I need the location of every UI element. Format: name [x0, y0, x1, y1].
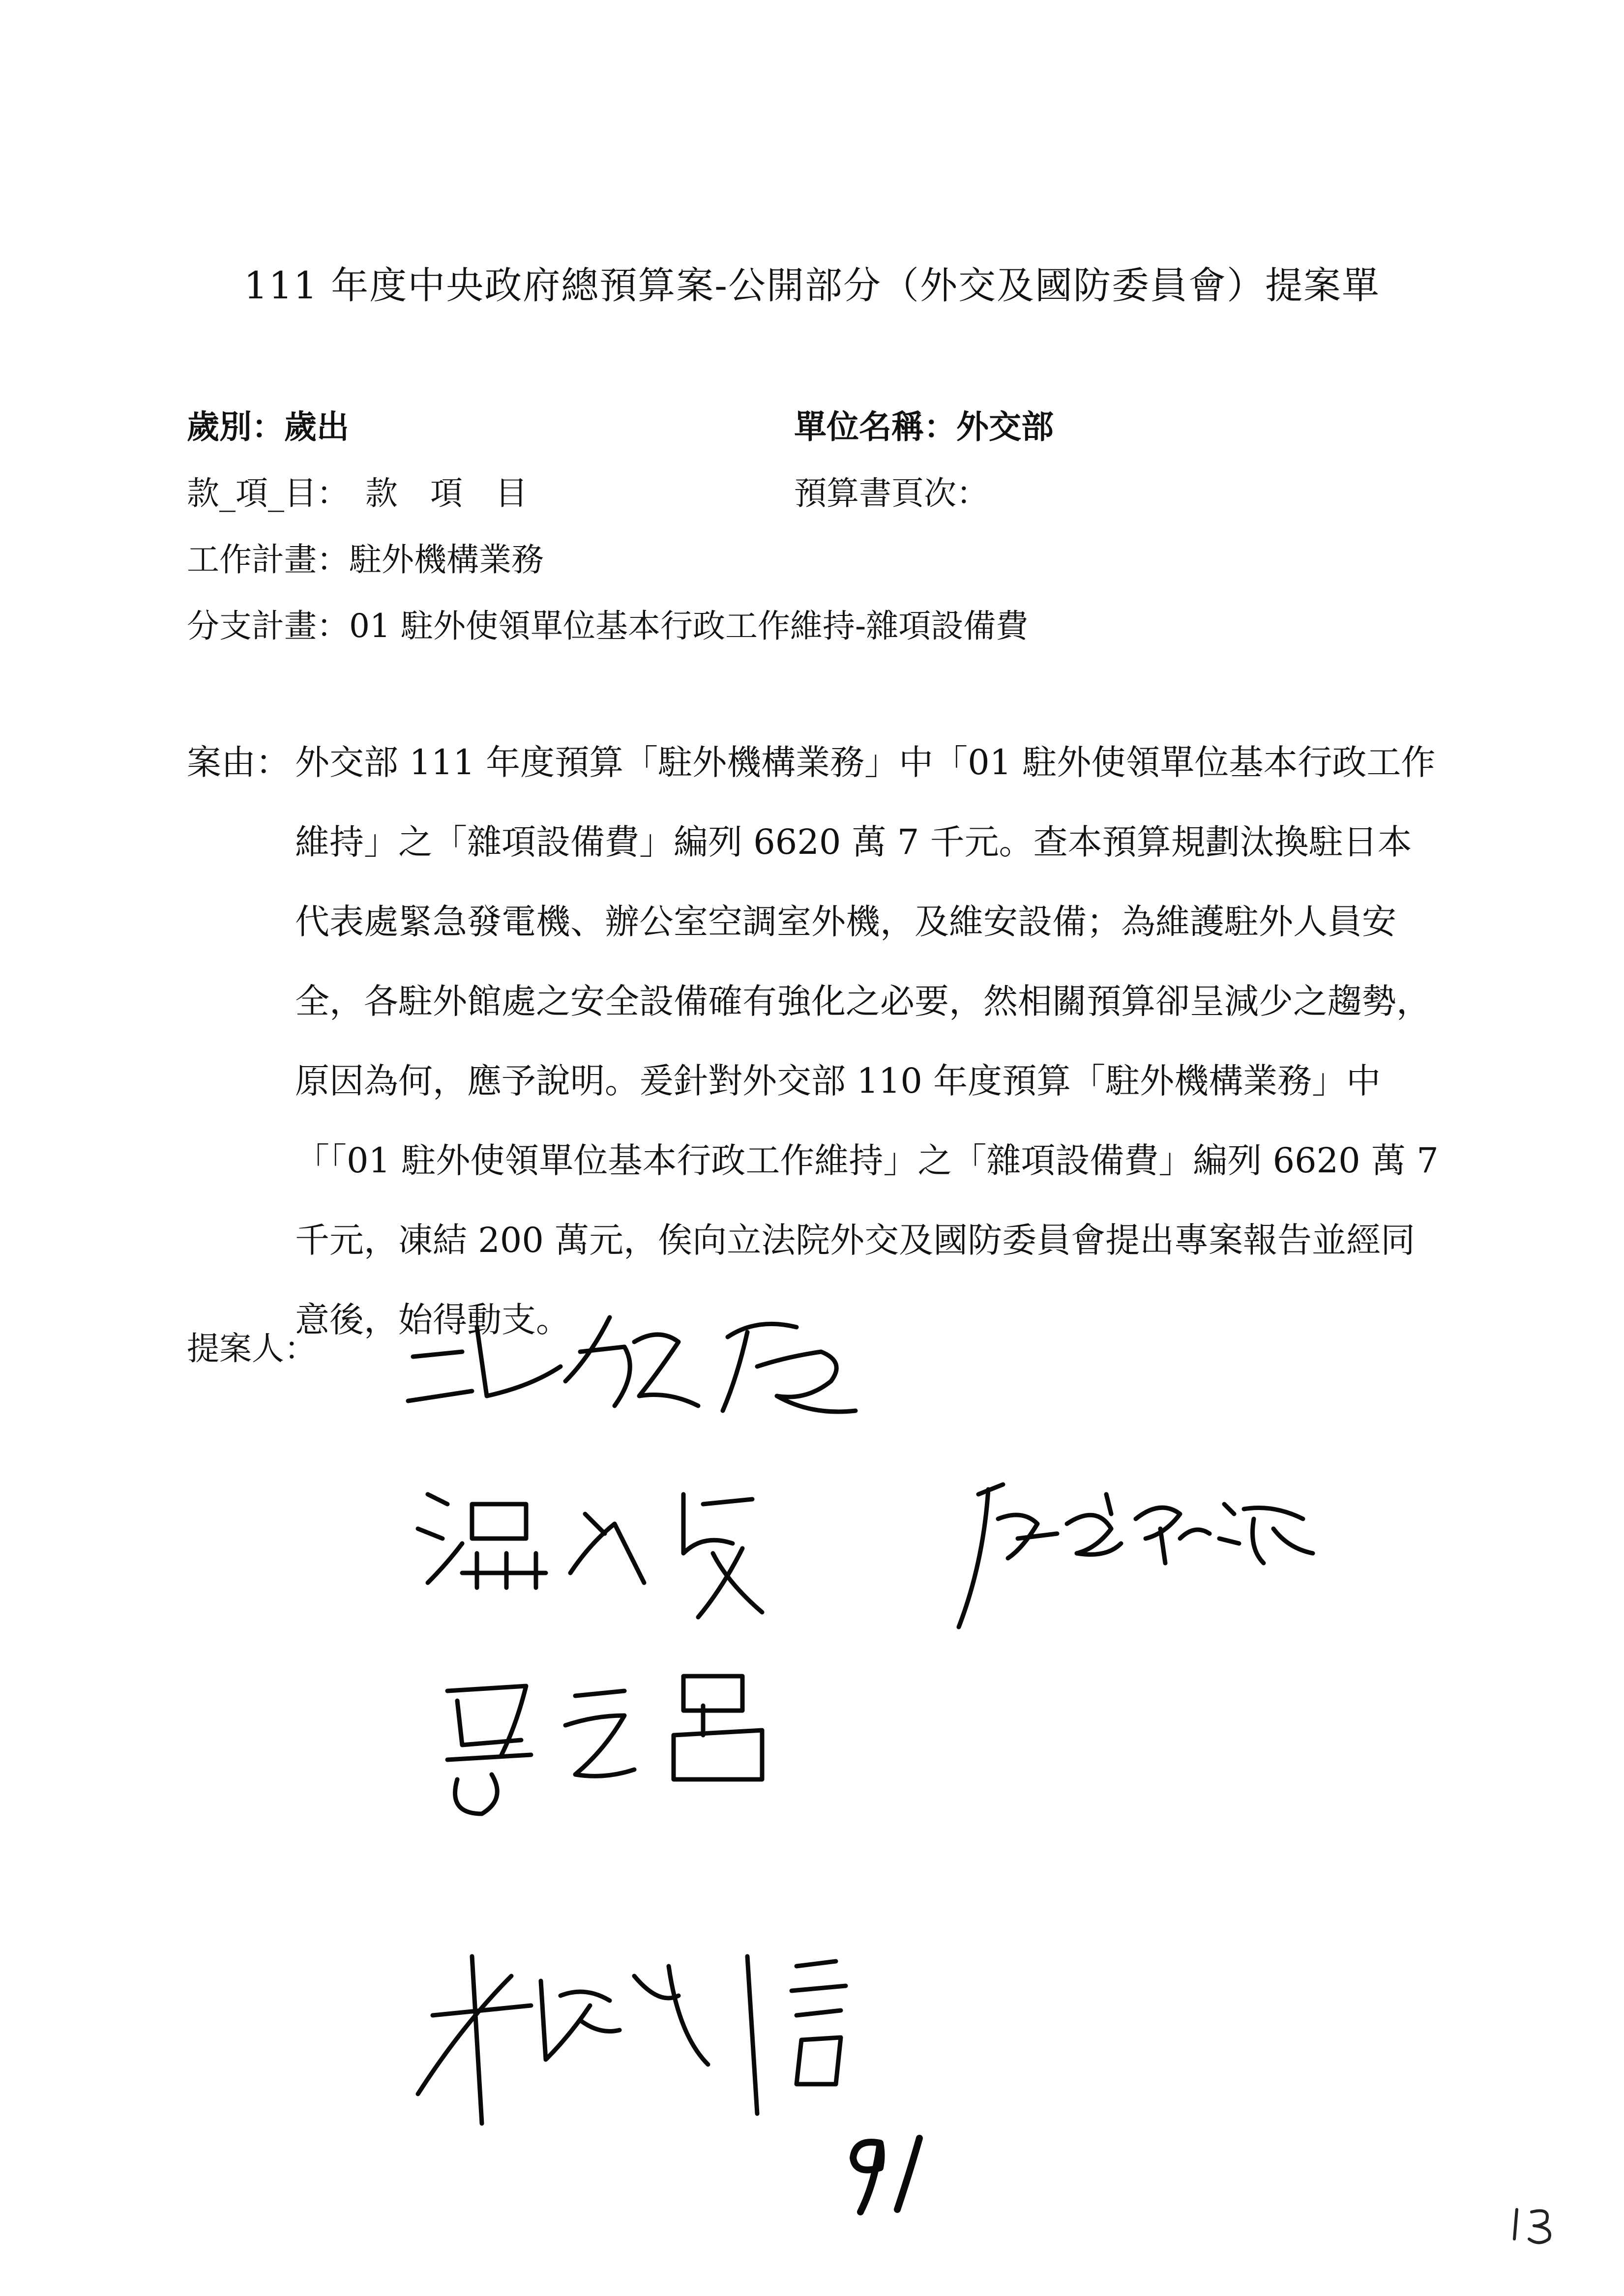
proposer-label: 提案人： [187, 1330, 317, 1367]
unit-name-field: 單位名稱：外交部 [794, 407, 1054, 446]
item-field: 款_項_目： 款 項 目 [187, 474, 528, 512]
case-label: 案由： [187, 742, 290, 783]
category-field: 歲別：歲出 [187, 407, 349, 446]
signature-2 [408, 1475, 851, 1637]
page-number [836, 2128, 934, 2219]
sub-plan-field: 分支計畫：01 駐外使領單位基本行政工作維持-雜項設備費 [187, 607, 1029, 645]
case-text: 外交部 111 年度預算「駐外機構業務」中「01 駐外使領單位基本行政工作維持」之「雜項設備費」編列 6620 萬 7 千元。查本預算規劃汰換駐日本代表處緊急發電機、辦公室空調室外機，及維安設備；為維護駐外人員安全，各駐外館處之安全設備確有強化之必要，然相關預算卻呈減少之趨勢，原因為何，應予說明。爰針對外交部 110 年度預算「駐外機構業務」中「「01 駐外使領單位基本行政工作維持」之「雜項設備費」編列 6620 萬 7 千元，凍結 200 萬元，俟向立法院外交及國防委員會提出專案報告並經同意後，始得動支。 [295, 742, 1439, 1340]
corner-number [1505, 2202, 1564, 2248]
signature-1 [403, 1298, 870, 1445]
budget-page-field: 預算書頁次： [794, 474, 989, 512]
signature-4 [428, 1657, 811, 1833]
case-section [187, 723, 1446, 1360]
signature-3 [949, 1465, 1323, 1642]
work-plan-field: 工作計畫：駐外機構業務 [187, 541, 544, 579]
signature-5 [403, 1937, 895, 2143]
document-title: 111 年度中央政府總預算案-公開部分（外交及國防委員會）提案單 [244, 263, 1380, 307]
